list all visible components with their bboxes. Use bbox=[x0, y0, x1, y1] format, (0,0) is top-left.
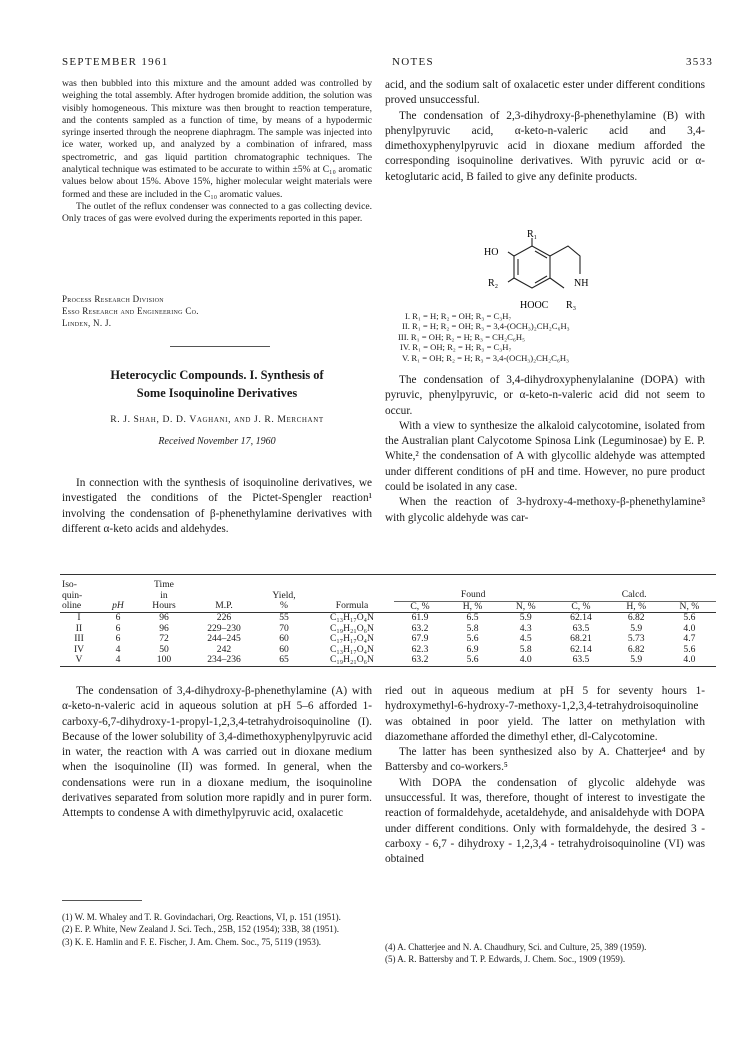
table-header-calcd-n: N, % bbox=[663, 601, 716, 613]
footnote-rule bbox=[62, 900, 142, 901]
paragraph: With a view to synthesize the alkaloid calycotomine, isolated from the Australian plant Calycotome Spinosa Link (Leguminosae) by E. P. White,² the condensation of A with glycollic aldehyde was attempted under different conditions of pH and time. However, no pure product could be isolated in any case. bbox=[385, 419, 705, 494]
table-row: III 6 72 244–245 60 C₁₇H₁₇O₄N 67.9 5.6 4.5 68.21 5.73 4.7 bbox=[74, 633, 696, 644]
article-heading bbox=[62, 366, 372, 447]
footnote: (1) W. M. Whaley and T. R. Govindachari, Org. Reactions, VI, p. 151 (1951). bbox=[62, 912, 341, 922]
compound-entry: II. R₁ = H; R₂ = OH; R₃ = 3,4-(OCH₃)₂CH₂C₆H₃ bbox=[402, 321, 570, 332]
table-header-yield-unit: % bbox=[280, 600, 288, 612]
table-row: IV 4 50 242 60 C₁₃H₁₇O₄N 62.3 6.9 5.8 62.14 6.82 5.6 bbox=[73, 643, 696, 655]
table-header-hours: Hours bbox=[152, 600, 176, 612]
page-number: 3533 bbox=[686, 56, 714, 68]
paragraph: The condensation of 3,4-dihydroxy-β-phenethylamine (A) with α-keto-n-valeric acid in aqueous solution at pH 5–6 afforded 1-carboxy-6,7-dihydroxy-1-propyl-1,2,3,4-tetrahydroisoquinoline (I). Because of the lower solubility of 3,4-dimethoxyphenylpyruvic acid in water, the reaction with A was carried out in dioxane medium when the isoquinoline (II) was formed. In general, when the condensations were run in a dioxane medium, the isoquinoline derivatives separated from solution more rapidly and in purer form. Attempts to condense A with dimethylpyruvic acid, oxalacetic bbox=[62, 685, 372, 820]
affiliation bbox=[62, 293, 362, 329]
paragraph: When the reaction of 3-hydroxy-4-methoxy-β-phenethylamine³ with glycolic aldehyde was car- bbox=[385, 496, 705, 524]
table-row: V 4 100 234–236 65 C₁₉H₂₁O₆N 63.2 5.6 4.0 63.5 5.9 4.0 bbox=[60, 655, 716, 666]
table-top-rule bbox=[60, 574, 716, 575]
structure-label-r2: R₂ bbox=[488, 278, 499, 289]
table-header-found-n: N, % bbox=[499, 601, 552, 613]
compound-entry: IV. R₁ = OH; R₂ = H; R₃ = C₃H₇ bbox=[400, 342, 512, 353]
compound-entry: V. R₁ = OH; R₂ = H; R₃ = 3,4-(OCH₃)₂CH₂C₆H₃ bbox=[402, 352, 570, 363]
structure-label-hooc: HOOC bbox=[520, 300, 549, 311]
footnote: (3) K. E. Hamlin and F. E. Fischer, J. Am. Chem. Soc., 75, 5119 (1953). bbox=[62, 936, 322, 947]
left-column-top bbox=[62, 78, 372, 226]
paragraph: was then bubbled into this mixture and the amount added was controlled by weighing the total assembly. After hydrogen bromide addition, the solution was visibly homogeneous. This mixture was then brought to reaction temperature, and the contents sampled as a function of time, by means of a hypodermic syringe inserted through the neoprene diaphragm. The sample was injected into ice water, worked up, and analyzed by a combination of infrared, mass spectrometric, and gas liquid partition chromatographic techniques. The analytical technique was estimated to be accurate to within ±5% at C₁₀ aromatic values below about 15%. Above 15%, higher molecular weight materials were formed and these are included in the C₁₀ aromatic values. bbox=[62, 78, 372, 200]
paragraph: The latter has been synthesized also by A. Chatterjee⁴ and by Battersby and co-workers.⁵ bbox=[385, 746, 705, 774]
table-header-mp: M.P. bbox=[215, 600, 233, 612]
isoquinoline-structure-diagram bbox=[480, 228, 680, 318]
affiliation-line: Linden, N. J. bbox=[62, 318, 112, 328]
article-title-line: Some Isoquinoline Derivatives bbox=[136, 386, 298, 400]
table-row: II 6 96 229–230 70 C₁₉H₂₁O₆N 63.2 5.8 4.3 63.5 5.9 4.0 bbox=[75, 622, 696, 634]
compound-entry: I. R₁ = H; R₂ = OH; R₃ = C₃H₇ bbox=[405, 311, 512, 321]
paragraph: The outlet of the reflux condenser was connected to a gas collecting device. Only traces of gas were evolved during the experiments reported in this paper. bbox=[62, 200, 372, 225]
paragraph: In connection with the synthesis of isoquinoline derivatives, we investigated the conditions of the Pictet-Spengler reaction¹ involving the condensation of β-phenethylamine derivatives with different α-keto acids and aldehydes. bbox=[62, 477, 372, 535]
article-title-line: Heterocyclic Compounds. I. Synthesis of bbox=[110, 368, 324, 382]
affiliation-line: Esso Research and Engineering Co. bbox=[62, 306, 199, 316]
table-header-calcd: Calcd. bbox=[621, 589, 647, 600]
paragraph: With DOPA the condensation of glycolic aldehyde was unsuccessful. It was, therefore, thought of interest to investigate the reaction of formaldehyde, acetaldehyde, and anisaldehyde with DOPA under different conditions. Only with formaldehyde, the desired 3 - carboxy - 6,7 - dihydroxy - 1,2,3,4 - tetrahydroisoquinoline (VI) was obtained bbox=[385, 776, 705, 866]
affiliation-line: Process Research Division bbox=[62, 294, 164, 304]
compound-list bbox=[398, 311, 718, 363]
table-header-ph: pH bbox=[112, 600, 124, 612]
running-header-center: NOTES bbox=[392, 56, 434, 68]
structure-label-ho: HO bbox=[484, 247, 499, 258]
structure-label-r1: R₁ bbox=[527, 229, 538, 240]
section-divider bbox=[170, 346, 270, 347]
paragraph: The condensation of 2,3-dihydroxy-β-phenethylamine (B) with phenylpyruvic acid, α-keto-n-valeric acid and 3,4-dimethoxyphenylpyruvic acid in dioxane medium afforded the corresponding isoquinoline derivatives. With pyruvic acid or α-ketoglutaric acid, B failed to give any definite products. bbox=[385, 109, 705, 183]
paragraph: ried out in aqueous medium at pH 5 for seventy hours 1-hydroxymethyl-6-hydroxy-7-methoxy-1,2,3,4-tetrahydroisoquinoline was obtained in poor yield. The latter on methylation with diazomethane afforded the dimethyl ether, dl-Calycotomine. bbox=[385, 685, 705, 743]
table-header-time: Time in bbox=[154, 579, 174, 601]
paragraph: acid, and the sodium salt of oxalacetic ester under different conditions proved unsuccessful. bbox=[385, 79, 705, 107]
table-header-found: Found bbox=[460, 589, 486, 600]
structure-label-r3: R₃ bbox=[566, 300, 577, 311]
table-header-calcd-h: H, % bbox=[610, 601, 663, 613]
compound-entry: III. R₁ = OH; R₂ = H; R₃ = CH₂C₆H₅ bbox=[398, 331, 526, 342]
running-header-left: SEPTEMBER 1961 bbox=[62, 56, 169, 68]
footnote: (2) E. P. White, New Zealand J. Sci. Tech., 25B, 152 (1954); 33B, 38 (1951). bbox=[62, 924, 339, 935]
footnote: (5) A. R. Battersby and T. P. Edwards, J. Chem. Soc., 1909 (1959). bbox=[385, 954, 626, 965]
table-row: I 6 96 226 55 C₁₃H₁₇O₄N 61.9 6.5 5.9 62.14 6.82 5.6 bbox=[77, 612, 696, 623]
benzene-ring bbox=[514, 246, 550, 288]
right-column-middle bbox=[385, 373, 705, 526]
footnote: (4) A. Chatterjee and N. A. Chaudhury, Sci. and Culture, 25, 389 (1959). bbox=[385, 942, 647, 952]
article-authors: R. J. Shah, D. D. Vaghani, and J. R. Merchant bbox=[110, 414, 324, 425]
right-column-bottom bbox=[385, 684, 705, 868]
paragraph: The condensation of 3,4-dihydroxyphenylalanine (DOPA) with pyruvic, phenylpyruvic, or α-keto-n-valeric acid did not seem to occur. bbox=[385, 374, 705, 417]
left-column-intro bbox=[62, 476, 372, 537]
piperidine-ring bbox=[550, 246, 580, 274]
footnotes-right bbox=[385, 942, 705, 967]
results-table bbox=[60, 580, 716, 667]
table-header-found-c: C, % bbox=[394, 601, 446, 613]
right-column-top bbox=[385, 78, 705, 185]
left-column-bottom bbox=[62, 684, 372, 822]
table-header-isoquinoline: Iso- quin- bbox=[62, 579, 83, 601]
table-header-formula: Formula bbox=[335, 600, 369, 612]
table-header-isoquinoline-end: oline bbox=[62, 600, 82, 612]
table-header-calcd-c: C, % bbox=[552, 601, 609, 613]
table-header-found-h: H, % bbox=[446, 601, 499, 613]
footnotes-left bbox=[62, 912, 372, 949]
structure-label-nh: NH bbox=[574, 278, 589, 289]
table-header-yield: Yield, bbox=[272, 589, 296, 601]
received-date: Received November 17, 1960 bbox=[158, 436, 276, 447]
